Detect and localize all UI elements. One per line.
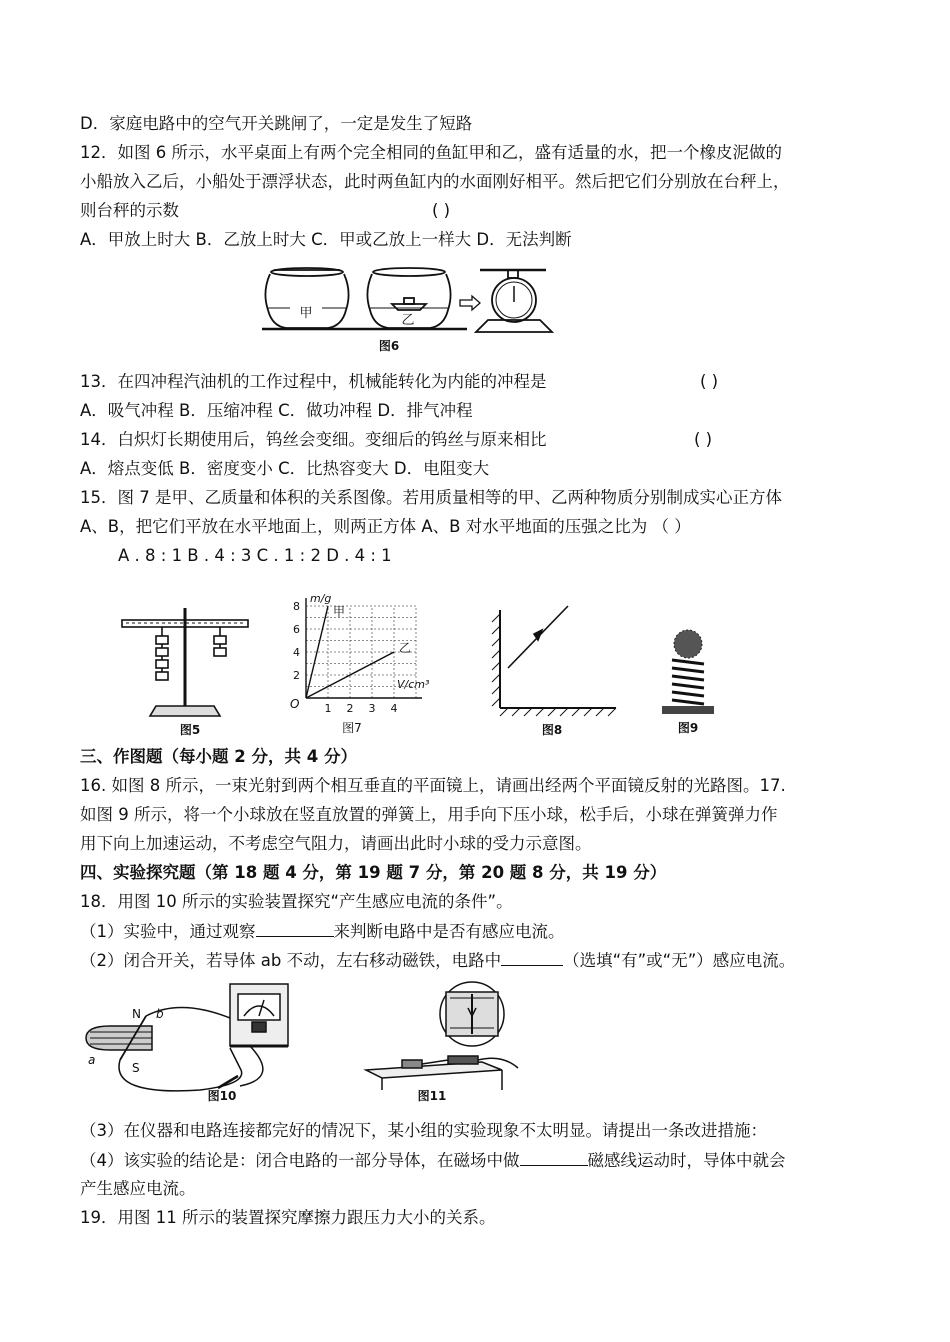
- question-16-line1: 16. 如图 8 所示，一束光射到两个相互垂直的平面镜上，请画出经两个平面镜反射的光路图。17.: [80, 776, 786, 795]
- question-14: [80, 429, 713, 451]
- question-17-line1: 如图 9 所示，将一个小球放在竖直放置的弹簧上，用手向下压小球，松手后，小球在弹簧弹力作: [80, 805, 778, 824]
- figure-10: [80, 978, 302, 1104]
- x-tick-label: 2: [346, 702, 354, 715]
- question-14-options: A．熔点变低 B．密度变小 C．比热容变大 D．电阻变大: [80, 459, 490, 478]
- fig9-caption: 图9: [677, 721, 699, 735]
- question-17-line2: 用下向上加速运动，不考虑空气阻力，请画出此时小球的受力示意图。: [80, 834, 592, 853]
- figure-6: [262, 262, 562, 354]
- q18-part2-blank[interactable]: [501, 949, 563, 966]
- question-19: 19．用图 11 所示的装置探究摩擦力跟压力大小的关系。: [80, 1208, 496, 1227]
- figure-8: [486, 600, 626, 740]
- question-14-stem: 14．白炽灯长期使用后，钨丝会变细。变细后的钨丝与原来相比: [80, 430, 547, 449]
- question-13-stem: 13．在四冲程汽油机的工作过程中，机械能转化为内能的冲程是: [80, 372, 547, 391]
- question-12-options: A．甲放上时大 B．乙放上时大 C．甲或乙放上一样大 D．无法判断: [80, 230, 572, 249]
- fig8-caption: 图8: [541, 723, 563, 737]
- q18-part4-blank[interactable]: [520, 1149, 588, 1166]
- figure-5: [116, 598, 256, 738]
- question-15-line2: A、B，把它们平放在水平地面上，则两正方体 A、B 对水平地面的压强之比为 （ ）: [80, 517, 691, 536]
- figure-11: [362, 978, 532, 1108]
- fig7-origin: O: [290, 697, 300, 711]
- section-3-heading: 三、作图题（每小题 2 分，共 4 分）: [80, 747, 357, 766]
- fig5-caption: 图5: [179, 723, 201, 737]
- x-tick-label: 4: [390, 702, 398, 715]
- y-tick-label: 4: [293, 646, 300, 659]
- question-12-stem-end: 则台秤的示数: [80, 201, 179, 220]
- fig10-caption: 图10: [207, 1089, 237, 1103]
- question-18-part1: [80, 920, 565, 943]
- figure-9: [648, 622, 728, 738]
- q18-part4-text-b: 磁感线运动时，导体中就会: [587, 1151, 786, 1170]
- question-12-line1: 12．如图 6 所示，水平桌面上有两个完全相同的鱼缸甲和乙，盛有适量的水，把一个橡皮泥做的: [80, 143, 782, 162]
- fig10-label-s: S: [132, 1061, 140, 1075]
- question-18-part2: [80, 949, 795, 972]
- q18-part4-text-a: （4）该实验的结论是：闭合电路的一部分导体，在磁场中做: [80, 1151, 520, 1170]
- x-tick-label: 3: [368, 702, 376, 715]
- question-18-part3: （3）在仪器和电路连接都完好的情况下，某小组的实验现象不太明显。请提出一条改进措施：: [80, 1121, 767, 1140]
- series-label-jia: 甲: [333, 605, 346, 619]
- fig6-caption: 图6: [378, 339, 400, 353]
- answer-bracket-12: ( ): [432, 201, 451, 220]
- q18-part2-text-a: （2）闭合开关，若导体 ab 不动，左右移动磁铁，电路中: [80, 951, 502, 970]
- x-tick-label: 1: [324, 702, 332, 715]
- fig7-caption: 图7: [342, 721, 362, 735]
- question-13: [80, 371, 719, 393]
- fig6-label-yi: 乙: [401, 313, 415, 328]
- figure-7-chart: [284, 580, 440, 736]
- y-tick-label: 6: [293, 623, 300, 636]
- fig10-label-a: a: [88, 1053, 96, 1067]
- question-18-stem: 18．用图 10 所示的实验装置探究“产生感应电流的条件”。: [80, 892, 513, 911]
- question-12-line2: 小船放入乙后，小船处于漂浮状态，此时两鱼缸内的水面刚好相平。然后把它们分别放在台秤上，: [80, 172, 790, 191]
- fig10-label-n: N: [132, 1007, 141, 1021]
- section-4-heading: 四、实验探究题（第 18 题 4 分，第 19 题 7 分，第 20 题 8 分，共 19 分）: [80, 863, 667, 882]
- series-label-yi: 乙: [399, 641, 412, 655]
- answer-bracket-14: ( ): [694, 430, 713, 449]
- question-12-line3: [80, 200, 451, 222]
- question-15-options: A . 8 : 1 B . 4 : 3 C . 1 : 2 D . 4 : 1: [118, 546, 392, 565]
- y-tick-label: 8: [293, 600, 300, 613]
- fig7-x-unit: V/cm³: [397, 678, 430, 691]
- question-18-part4-line2: 产生感应电流。: [80, 1179, 196, 1198]
- question-15-line1: 15．图 7 是甲、乙质量和体积的关系图像。若用质量相等的甲、乙两种物质分别制成实心正方体: [80, 488, 782, 507]
- fig11-caption: 图11: [417, 1089, 447, 1103]
- question-18-part4-line1: [80, 1149, 786, 1172]
- option-d-q11: D．家庭电路中的空气开关跳闸了，一定是发生了短路: [80, 114, 473, 133]
- q18-part2-text-b: （选填“有”或“无”）感应电流。: [563, 951, 796, 970]
- fig6-label-jia: 甲: [299, 306, 313, 321]
- y-tick-label: 2: [293, 669, 300, 682]
- series-line-jia: [306, 606, 328, 698]
- question-13-options: A．吸气冲程 B．压缩冲程 C．做功冲程 D．排气冲程: [80, 401, 473, 420]
- q18-part1-blank[interactable]: [256, 920, 334, 937]
- fig10-label-b: b: [156, 1007, 164, 1021]
- answer-bracket-13: ( ): [700, 372, 719, 391]
- q18-part1-text-b: 来判断电路中是否有感应电流。: [333, 922, 565, 941]
- q18-part1-text-a: （1）实验中，通过观察: [80, 922, 256, 941]
- fig7-y-unit: m/g: [310, 592, 332, 605]
